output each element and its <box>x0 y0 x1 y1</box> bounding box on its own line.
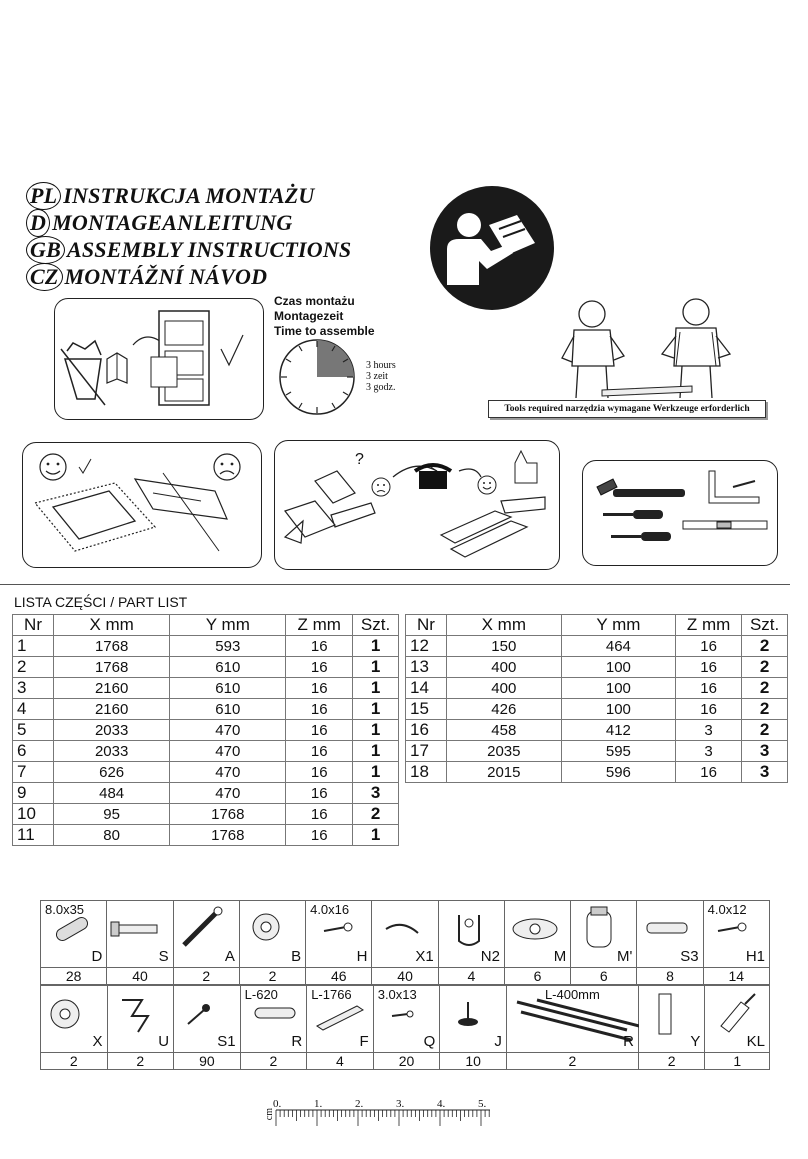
parts-cell: 2 <box>742 699 788 720</box>
hardware-count: 2 <box>638 1053 705 1070</box>
hardware-item <box>705 986 770 1053</box>
parts-cell: 16 <box>286 657 353 678</box>
hardware-count: 6 <box>504 968 570 985</box>
parts-cell: 412 <box>561 720 675 741</box>
parts-cell: 2160 <box>54 678 170 699</box>
parts-cell: 595 <box>561 741 675 762</box>
hardware-count: 4 <box>438 968 504 985</box>
ruler-mark: 5. <box>478 1098 487 1110</box>
hardware-count: 90 <box>174 1053 241 1070</box>
parts-row <box>406 699 788 720</box>
hardware-item <box>173 901 239 968</box>
hardware-label: A <box>224 948 235 965</box>
level-icon <box>683 521 767 529</box>
parts-cell: 100 <box>561 657 675 678</box>
title-cz: CZ MONTÁŽNÍ NÁVOD <box>26 263 267 291</box>
parts-header-cell: Y mm <box>561 615 675 636</box>
parts-cell: 470 <box>170 783 286 804</box>
hardware-size: L-400mm <box>544 987 600 1002</box>
floor-protection-illustration <box>23 443 261 567</box>
parts-cell: 100 <box>561 678 675 699</box>
hardware-count: 46 <box>306 968 372 985</box>
parts-cell: 16 <box>286 741 353 762</box>
parts-cell: 484 <box>54 783 170 804</box>
hardware-item <box>571 901 637 968</box>
hardware-count: 10 <box>440 1053 507 1070</box>
parts-row <box>13 657 399 678</box>
parts-cell: 100 <box>561 699 675 720</box>
parts-cell: 596 <box>561 762 675 783</box>
hardware-size: 4.0x12 <box>707 902 747 917</box>
hardware-count: 14 <box>703 968 769 985</box>
hardware-item <box>372 901 438 968</box>
parts-cell: 2033 <box>54 741 170 762</box>
parts-cell: 3 <box>13 678 54 699</box>
hardware-label: X1 <box>415 948 434 965</box>
hardware-label: S1 <box>217 1033 236 1050</box>
hardware-count: 8 <box>637 968 703 985</box>
storage-illustration <box>55 299 263 419</box>
parts-header-cell: Nr <box>406 615 447 636</box>
parts-cell: 2 <box>742 678 788 699</box>
hardware-item <box>504 901 570 968</box>
parts-header-cell: Z mm <box>286 615 353 636</box>
parts-row <box>13 678 399 699</box>
parts-cell: 2035 <box>446 741 561 762</box>
storage-instructions-panel <box>54 298 264 420</box>
hardware-label: N2 <box>480 948 500 965</box>
tools-panel <box>582 460 778 566</box>
hardware-item <box>438 901 504 968</box>
hardware-item <box>440 986 507 1053</box>
floor-protection-panel <box>22 442 262 568</box>
parts-cell: 3 <box>742 762 788 783</box>
parts-cell: 1768 <box>170 804 286 825</box>
parts-row <box>406 741 788 762</box>
assembly-time-labels: Czas montażu Montagezeit Time to assemble <box>274 294 375 338</box>
parts-header-cell: Y mm <box>170 615 286 636</box>
hardware-count: 4 <box>307 1053 374 1070</box>
title-pl: PL INSTRUKCJA MONTAŻU <box>26 182 314 210</box>
hardware-table-row2 <box>40 985 770 1070</box>
parts-cell: 1 <box>353 762 399 783</box>
parts-header-cell: Z mm <box>676 615 742 636</box>
hardware-label: U <box>158 1033 170 1050</box>
hardware-label: D <box>91 948 103 965</box>
hardware-item <box>306 901 372 968</box>
parts-header-cell: Nr <box>13 615 54 636</box>
parts-cell: 15 <box>406 699 447 720</box>
parts-header-cell: X mm <box>54 615 170 636</box>
hardware-label: KL <box>746 1033 765 1050</box>
hardware-item <box>107 901 173 968</box>
parts-cell: 5 <box>13 720 54 741</box>
parts-cell: 470 <box>170 741 286 762</box>
hardware-label: S <box>158 948 169 965</box>
hardware-label: J <box>494 1033 502 1050</box>
hardware-size: 8.0x35 <box>45 902 85 917</box>
hardware-count: 2 <box>107 1053 174 1070</box>
ruler-mark: 1. <box>314 1098 323 1110</box>
hardware-item <box>240 986 307 1053</box>
parts-cell: 16 <box>286 678 353 699</box>
parts-row <box>13 783 399 804</box>
parts-row <box>13 762 399 783</box>
parts-cell: 17 <box>406 741 447 762</box>
parts-cell: 80 <box>54 825 170 846</box>
parts-cell: 610 <box>170 657 286 678</box>
hardware-count: 20 <box>373 1053 440 1070</box>
hardware-label: X <box>92 1033 103 1050</box>
hardware-item <box>703 901 769 968</box>
parts-cell: 470 <box>170 720 286 741</box>
parts-cell: 16 <box>286 804 353 825</box>
parts-cell: 9 <box>13 783 54 804</box>
parts-cell: 2 <box>353 804 399 825</box>
parts-cell: 150 <box>446 636 561 657</box>
parts-row <box>13 699 399 720</box>
parts-cell: 16 <box>286 762 353 783</box>
parts-cell: 11 <box>13 825 54 846</box>
parts-cell: 1 <box>353 825 399 846</box>
hardware-count: 2 <box>506 1053 638 1070</box>
hardware-item <box>41 901 107 968</box>
parts-cell: 610 <box>170 699 286 720</box>
hardware-count: 6 <box>571 968 637 985</box>
parts-cell: 400 <box>446 657 561 678</box>
parts-cell: 1 <box>13 636 54 657</box>
parts-cell: 2 <box>742 720 788 741</box>
hardware-count: 2 <box>41 1053 108 1070</box>
hardware-item <box>373 986 440 1053</box>
parts-cell: 593 <box>170 636 286 657</box>
hardware-label: M <box>553 948 567 965</box>
parts-cell: 458 <box>446 720 561 741</box>
parts-cell: 1 <box>353 636 399 657</box>
parts-cell: 7 <box>13 762 54 783</box>
parts-cell: 10 <box>13 804 54 825</box>
title-d: D MONTAGEANLEITUNG <box>26 209 292 237</box>
hardware-item <box>107 986 174 1053</box>
parts-cell: 426 <box>446 699 561 720</box>
parts-cell: 1 <box>353 657 399 678</box>
parts-cell: 1768 <box>54 657 170 678</box>
ruler-mark: 0. <box>273 1098 282 1110</box>
parts-cell: 16 <box>676 699 742 720</box>
parts-cell: 16 <box>406 720 447 741</box>
parts-row <box>406 720 788 741</box>
ruler-unit: cm <box>264 1108 275 1121</box>
parts-cell: 1768 <box>170 825 286 846</box>
hardware-label: M' <box>617 948 633 965</box>
parts-cell: 16 <box>286 783 353 804</box>
ruler-mark: 2. <box>355 1098 364 1110</box>
parts-row <box>13 636 399 657</box>
parts-cell: 470 <box>170 762 286 783</box>
parts-cell: 2015 <box>446 762 561 783</box>
hardware-size: 3.0x13 <box>377 987 417 1002</box>
hardware-label: R <box>291 1033 303 1050</box>
hardware-label: Q <box>423 1033 436 1050</box>
time-values: 3 hours 3 zeit 3 godz. <box>366 360 396 393</box>
parts-header-cell: X mm <box>446 615 561 636</box>
parts-cell: 2033 <box>54 720 170 741</box>
screwdriver-icon <box>603 510 671 541</box>
parts-cell: 3 <box>742 741 788 762</box>
parts-cell: 2160 <box>54 699 170 720</box>
ruler-mark: 3. <box>396 1098 405 1110</box>
parts-cell: 2 <box>742 636 788 657</box>
parts-cell: 1 <box>353 678 399 699</box>
parts-table-left <box>12 614 399 846</box>
drill-bit-icon <box>733 481 755 487</box>
parts-cell: 16 <box>676 636 742 657</box>
hardware-label: H1 <box>745 948 765 965</box>
section-divider <box>0 584 790 585</box>
parts-cell: 95 <box>54 804 170 825</box>
parts-cell: 16 <box>676 657 742 678</box>
parts-cell: 16 <box>286 636 353 657</box>
parts-cell: 3 <box>353 783 399 804</box>
hardware-item <box>307 986 374 1053</box>
parts-cell: 16 <box>286 699 353 720</box>
hardware-label: R <box>623 1033 634 1050</box>
tools-required-banner: Tools required narzędzia wymagane Werkzeuge erforderlich <box>488 400 766 418</box>
parts-cell: 1 <box>353 699 399 720</box>
parts-cell: 16 <box>676 762 742 783</box>
parts-cell: 1 <box>353 741 399 762</box>
hardware-item <box>239 901 305 968</box>
parts-row <box>13 804 399 825</box>
parts-cell: 16 <box>286 720 353 741</box>
hardware-table-row1 <box>40 900 770 985</box>
hardware-count: 2 <box>173 968 239 985</box>
parts-cell: 3 <box>676 741 742 762</box>
parts-cell: 6 <box>13 741 54 762</box>
parts-cell: 400 <box>446 678 561 699</box>
parts-row <box>13 741 399 762</box>
hardware-label: H <box>356 948 368 965</box>
hardware-item <box>638 986 705 1053</box>
parts-cell: 610 <box>170 678 286 699</box>
parts-cell: 14 <box>406 678 447 699</box>
hardware-label: B <box>291 948 302 965</box>
hardware-item <box>637 901 703 968</box>
parts-row <box>406 762 788 783</box>
part-list-title: LISTA CZĘŚCI / PART LIST <box>14 594 188 610</box>
hardware-label: F <box>359 1033 369 1050</box>
title-gb: GB ASSEMBLY INSTRUCTIONS <box>26 236 351 264</box>
parts-cell: 626 <box>54 762 170 783</box>
ruler <box>264 1108 494 1137</box>
clock-icon <box>278 338 356 421</box>
ruler-mark: 4. <box>437 1098 446 1110</box>
parts-row <box>13 720 399 741</box>
parts-row <box>13 825 399 846</box>
parts-cell: 2 <box>742 657 788 678</box>
parts-table-right <box>405 614 788 783</box>
hardware-item <box>174 986 241 1053</box>
question-mark: ? <box>355 451 364 468</box>
parts-cell: 18 <box>406 762 447 783</box>
hardware-count: 2 <box>240 1053 307 1070</box>
parts-cell: 12 <box>406 636 447 657</box>
hardware-item <box>506 986 638 1053</box>
parts-cell: 13 <box>406 657 447 678</box>
parts-cell: 3 <box>676 720 742 741</box>
hardware-item <box>41 986 108 1053</box>
hammer-icon <box>597 479 685 497</box>
hardware-size: 4.0x16 <box>310 902 350 917</box>
two-person-assembly-illustration <box>552 296 738 405</box>
hardware-count: 40 <box>107 968 173 985</box>
hardware-size: L-620 <box>244 987 278 1002</box>
hardware-label: Y <box>690 1033 701 1050</box>
parts-row <box>406 636 788 657</box>
parts-cell: 16 <box>676 678 742 699</box>
parts-cell: 16 <box>286 825 353 846</box>
parts-cell: 1768 <box>54 636 170 657</box>
help-contact-panel <box>274 440 560 570</box>
parts-cell: 2 <box>13 657 54 678</box>
hardware-label: S3 <box>680 948 699 965</box>
hardware-count: 28 <box>41 968 107 985</box>
hardware-count: 1 <box>705 1053 770 1070</box>
parts-cell: 4 <box>13 699 54 720</box>
hardware-count: 2 <box>239 968 305 985</box>
hardware-size: L-1766 <box>311 987 352 1002</box>
parts-row <box>406 657 788 678</box>
read-manual-icon <box>429 185 555 316</box>
help-contact-illustration <box>275 441 559 569</box>
parts-header-cell: Szt. <box>353 615 399 636</box>
parts-cell: 1 <box>353 720 399 741</box>
parts-row <box>406 678 788 699</box>
parts-cell: 464 <box>561 636 675 657</box>
parts-header-cell: Szt. <box>742 615 788 636</box>
hardware-count: 40 <box>372 968 438 985</box>
